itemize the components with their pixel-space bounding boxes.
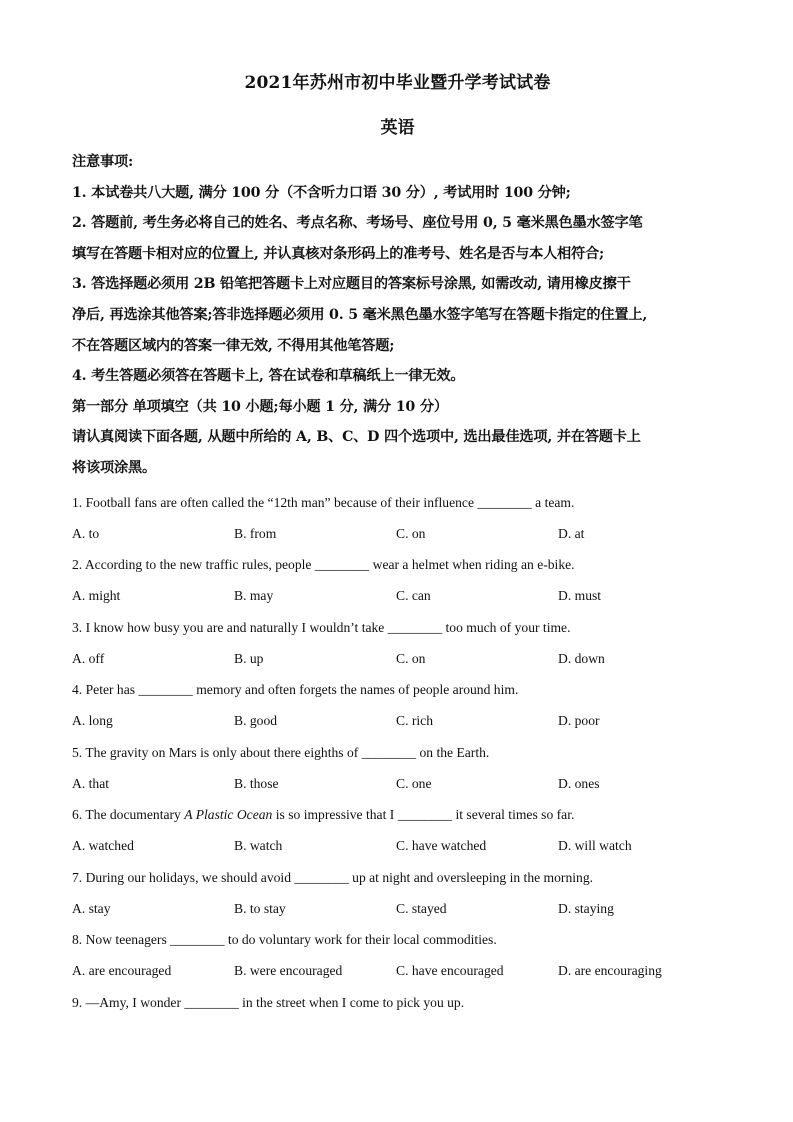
subject-title: 英语 bbox=[380, 118, 415, 138]
option-b: B. may bbox=[234, 588, 274, 604]
option-d: D. ones bbox=[558, 775, 600, 791]
option-b: B. those bbox=[234, 775, 279, 791]
note-line: 1. 本试卷共八大题, 满分 100 分（不含听力口语 30 分）, 考试用时 100 分钟; bbox=[72, 184, 571, 201]
question-stem: 9. —Amy, I wonder ________ in the street when I come to pick you up. bbox=[72, 994, 465, 1010]
option-d: D. at bbox=[558, 525, 585, 541]
question-stem bbox=[72, 799, 723, 830]
question-options bbox=[72, 580, 723, 612]
option-b: B. were encouraged bbox=[234, 963, 343, 979]
stem-after: is so impressive that I ________ it several times so far. bbox=[272, 807, 575, 823]
note-line: 2. 答题前, 考生务必将自己的姓名、考点名称、考场号、座位号用 0, 5 毫米黑色墨水签字笔 bbox=[72, 215, 643, 232]
option-b: B. good bbox=[234, 713, 278, 729]
section-instruction: 请认真阅读下面各题, 从题中所给的 A, B、C、D 四个选项中, 选出最佳选项, 并在答题卡上 bbox=[72, 429, 641, 446]
section-instruction: 将该项涂黑。 bbox=[72, 459, 156, 476]
section-heading: 第一部分 单项填空（共 10 小题;每小题 1 分, 满分 10 分） bbox=[72, 398, 448, 415]
exam-title: 2021年苏州市初中毕业暨升学考试试卷 bbox=[244, 73, 551, 93]
note-line: 3. 答选择题必须用 2B 铅笔把答题卡上对应题目的答案标号涂黑, 如需改动, 请用橡皮擦干 bbox=[72, 276, 631, 293]
note-line: 填写在答题卡相对应的位置上, 并认真核对条形码上的准考号、姓名是否与本人相符合; bbox=[72, 245, 605, 262]
question-stem: 7. During our holidays, we should avoid ________ up at night and oversleeping in the morning. bbox=[72, 869, 594, 885]
question-stem: 1. Football fans are often called the “12th man” because of their influence ________ a team. bbox=[72, 494, 575, 510]
option-b: B. from bbox=[234, 525, 277, 541]
question-options bbox=[72, 768, 723, 800]
option-d: D. staying bbox=[558, 900, 614, 916]
question-stem: 2. According to the new traffic rules, people ________ wear a helmet when riding an e-bike. bbox=[72, 557, 575, 573]
option-a: A. that bbox=[72, 775, 109, 791]
question-options bbox=[72, 955, 723, 987]
option-c: C. on bbox=[396, 525, 426, 541]
option-d: D. down bbox=[558, 650, 605, 666]
note-line: 净后, 再选涂其他答案;答非选择题必须用 0. 5 毫米黑色墨水签字笔写在答题卡指定的住置上, bbox=[72, 306, 648, 323]
option-a: A. are encouraged bbox=[72, 963, 172, 979]
question-stem: 4. Peter has ________ memory and often forgets the names of people around him. bbox=[72, 682, 519, 698]
option-a: A. might bbox=[72, 588, 121, 604]
option-c: C. stayed bbox=[396, 900, 447, 916]
option-d: D. will watch bbox=[558, 838, 632, 854]
option-c: C. one bbox=[396, 775, 432, 791]
option-c: C. can bbox=[396, 588, 431, 604]
question-stem: 8. Now teenagers ________ to do voluntary work for their local commodities. bbox=[72, 932, 497, 948]
documentary-title: A Plastic Ocean bbox=[184, 807, 273, 823]
option-b: B. watch bbox=[234, 838, 283, 854]
question-list bbox=[72, 487, 723, 1018]
option-b: B. to stay bbox=[234, 900, 286, 916]
option-a: A. watched bbox=[72, 838, 134, 854]
option-c: C. have encouraged bbox=[396, 963, 504, 979]
question-options bbox=[72, 705, 723, 737]
question-options bbox=[72, 893, 723, 925]
stem-before: 6. The documentary bbox=[72, 807, 185, 823]
option-d: D. poor bbox=[558, 713, 600, 729]
option-d: D. are encouraging bbox=[558, 963, 662, 979]
note-line: 4. 考生答题必须答在答题卡上, 答在试卷和草稿纸上一律无效。 bbox=[72, 368, 465, 385]
option-c: C. on bbox=[396, 650, 426, 666]
option-d: D. must bbox=[558, 588, 602, 604]
option-a: A. off bbox=[72, 650, 105, 666]
question-stem: 3. I know how busy you are and naturally I wouldn’t take ________ too much of your time. bbox=[72, 619, 571, 635]
option-c: C. have watched bbox=[396, 838, 487, 854]
instructions bbox=[72, 147, 723, 484]
question-options bbox=[72, 643, 723, 675]
option-b: B. up bbox=[234, 650, 264, 666]
option-c: C. rich bbox=[396, 713, 433, 729]
option-a: A. stay bbox=[72, 900, 111, 916]
question-options bbox=[72, 518, 723, 550]
question-stem: 5. The gravity on Mars is only about there eighths of ________ on the Earth. bbox=[72, 744, 490, 760]
option-a: A. long bbox=[72, 713, 113, 729]
question-options bbox=[72, 830, 723, 862]
note-heading: 注意事项: bbox=[72, 154, 133, 170]
note-line: 不在答题区域内的答案一律无效, 不得用其他笔答题; bbox=[72, 337, 395, 354]
option-a: A. to bbox=[72, 525, 100, 541]
